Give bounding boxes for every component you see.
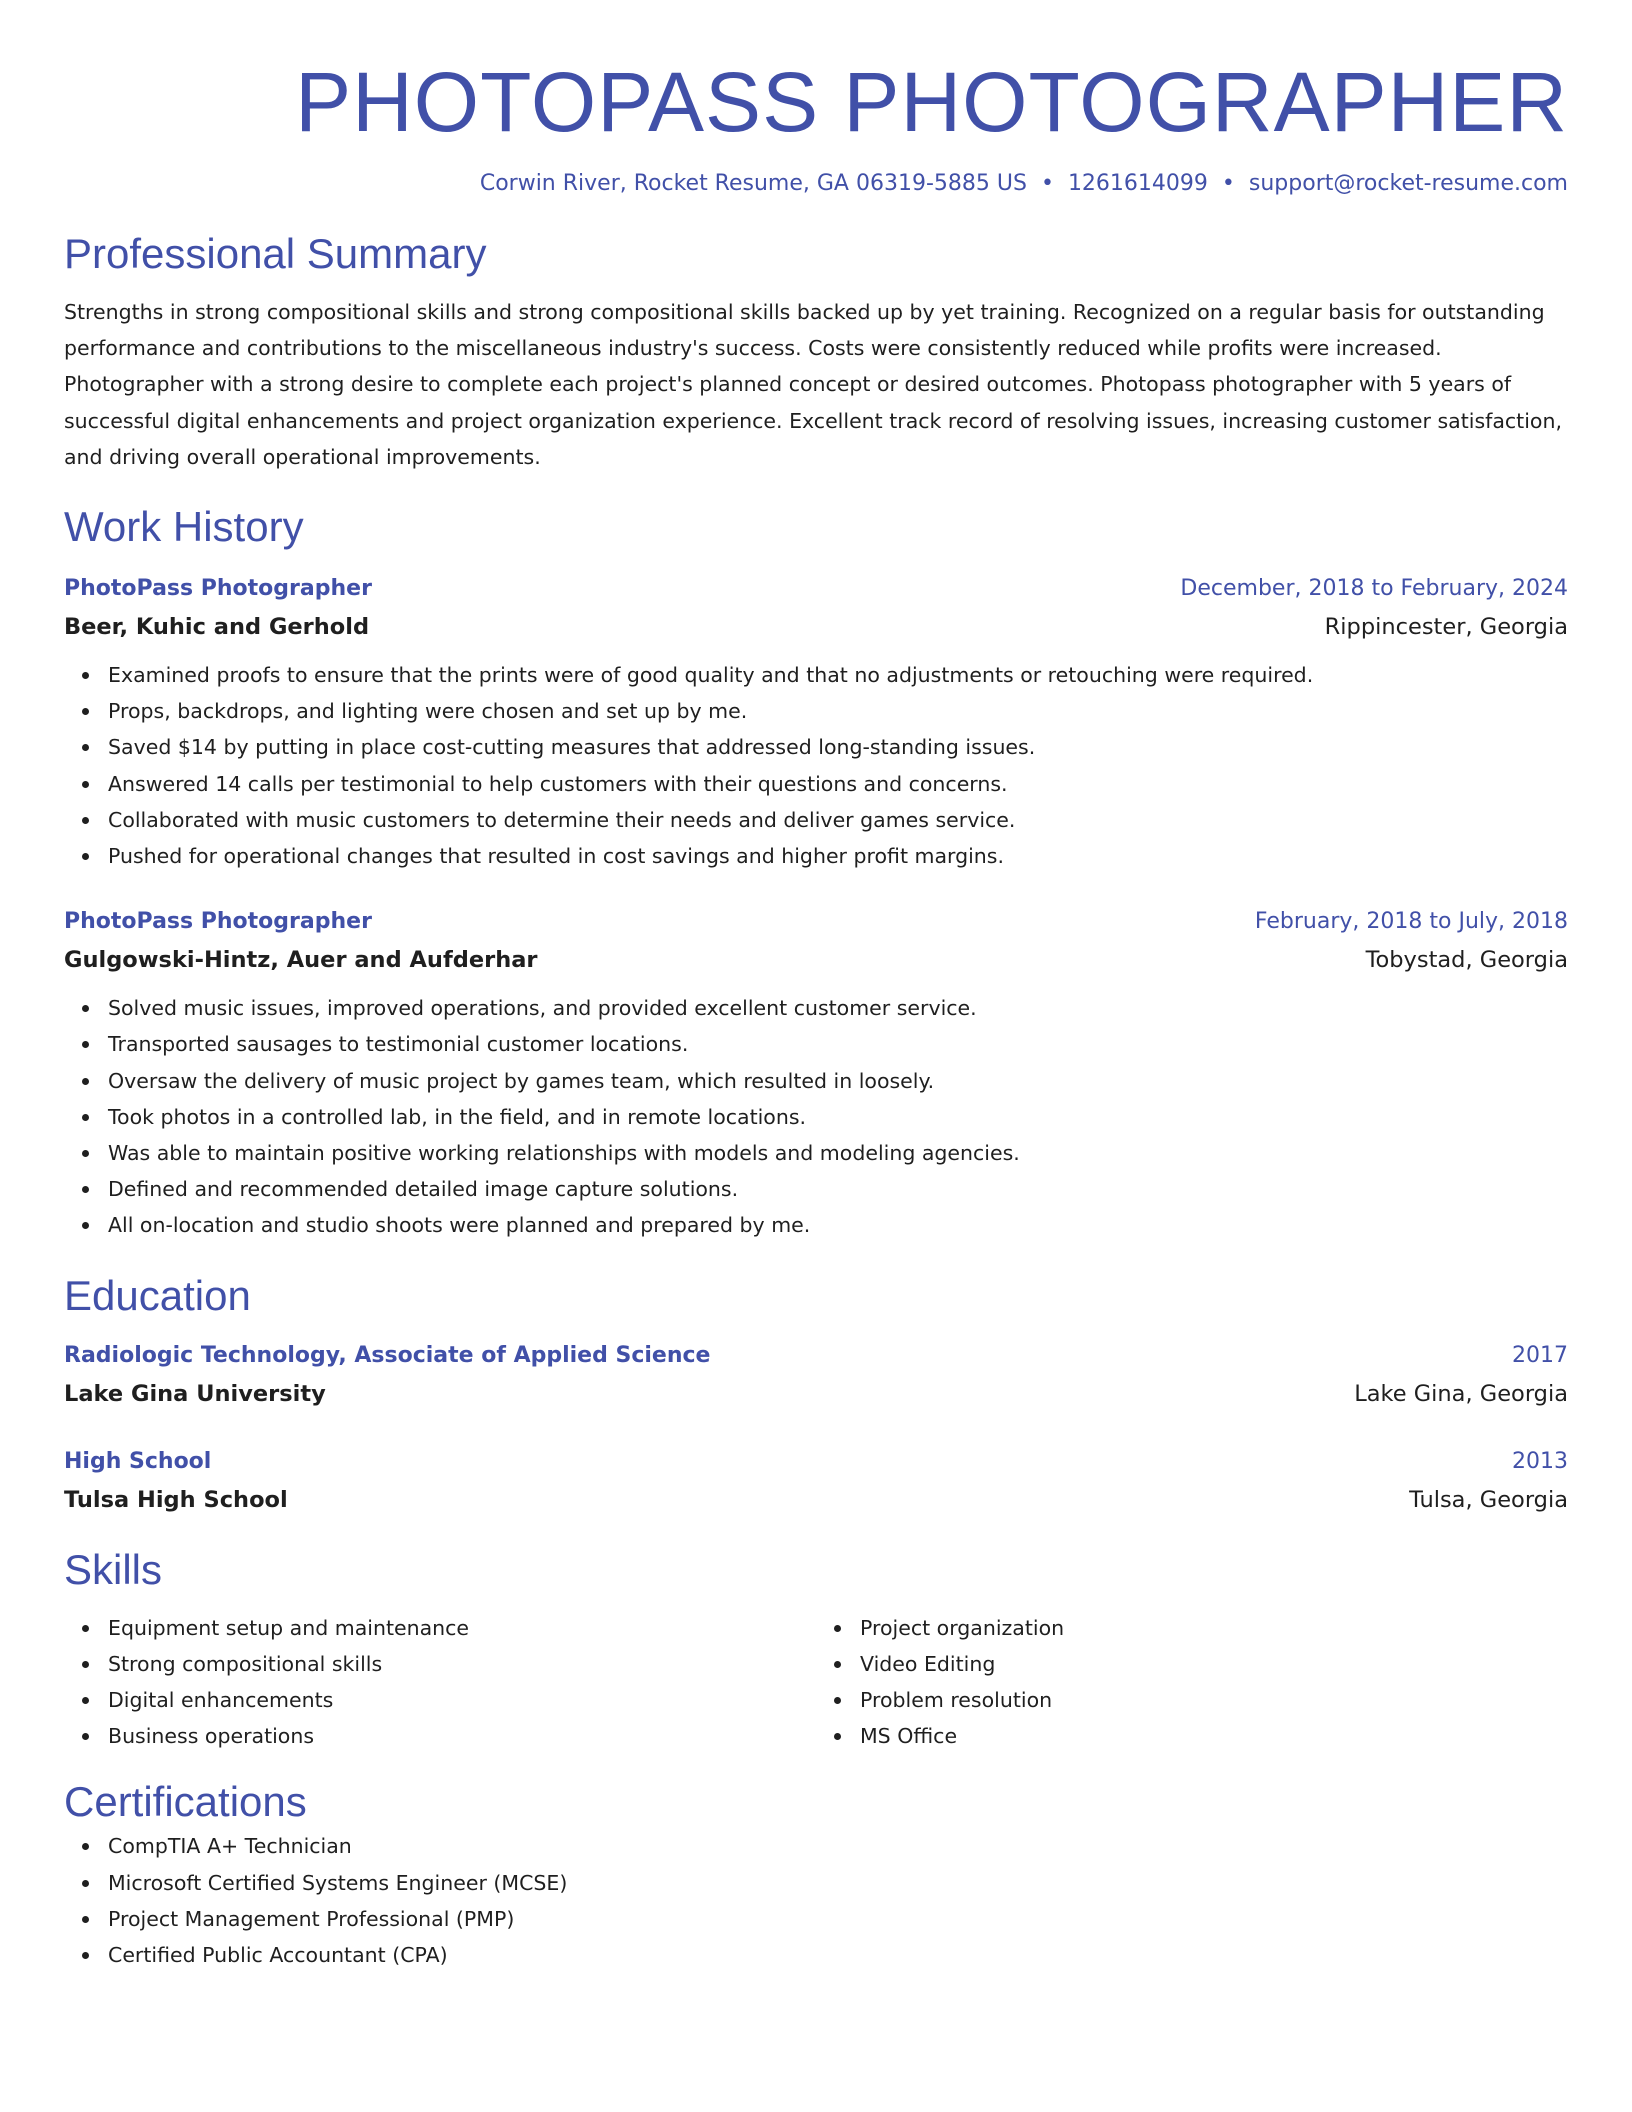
list-item: Oversaw the delivery of music project by games team, which resulted in loosely. bbox=[108, 1063, 1568, 1099]
job-role: PhotoPass Photographer bbox=[64, 576, 372, 602]
list-item: Collaborated with music customers to determine their needs and deliver games service. bbox=[108, 802, 1568, 838]
contact-address: Corwin River, Rocket Resume, GA 06319-5885 US bbox=[479, 171, 1027, 196]
list-item: Digital enhancements bbox=[108, 1682, 816, 1718]
list-item: Props, backdrops, and lighting were chosen and set up by me. bbox=[108, 693, 1568, 729]
list-item: Pushed for operational changes that resulted in cost savings and higher profit margins. bbox=[108, 838, 1568, 874]
list-item: Equipment setup and maintenance bbox=[108, 1610, 816, 1646]
list-item: MS Office bbox=[860, 1718, 1568, 1754]
list-item: Transported sausages to testimonial customer locations. bbox=[108, 1026, 1568, 1062]
list-item: CompTIA A+ Technician bbox=[108, 1828, 1568, 1864]
job-entry bbox=[64, 904, 1568, 1243]
list-item: Microsoft Certified Systems Engineer (MCSE) bbox=[108, 1865, 1568, 1901]
job-company: Gulgowski-Hintz, Auer and Aufderhar bbox=[64, 947, 538, 974]
list-item: Business operations bbox=[108, 1718, 816, 1754]
list-item: Project organization bbox=[860, 1610, 1568, 1646]
contact-separator: • bbox=[1040, 171, 1054, 196]
section-title-education: Education bbox=[64, 1271, 251, 1319]
list-item: Defined and recommended detailed image capture solutions. bbox=[108, 1171, 1568, 1207]
section-title-work-history: Work History bbox=[64, 503, 304, 551]
job-company: Beer, Kuhic and Gerhold bbox=[64, 614, 370, 641]
job-dates: December, 2018 to February, 2024 bbox=[1180, 576, 1568, 602]
list-item: Solved music issues, improved operations, and provided excellent customer service. bbox=[108, 990, 1568, 1026]
list-item: Certified Public Accountant (CPA) bbox=[108, 1937, 1568, 1973]
section-title-skills: Skills bbox=[64, 1545, 163, 1593]
contact-email: support@rocket-resume.com bbox=[1248, 171, 1568, 196]
list-item: Strong compositional skills bbox=[108, 1646, 816, 1682]
list-item: Saved $14 by putting in place cost-cutting measures that addressed long-standing issues. bbox=[108, 729, 1568, 765]
resume-name: PHOTOPASS PHOTOGRAPHER bbox=[295, 55, 1568, 149]
job-header bbox=[64, 571, 1568, 607]
education-school: Tulsa High School bbox=[64, 1486, 288, 1513]
list-item: Problem resolution bbox=[860, 1682, 1568, 1718]
job-entry bbox=[64, 571, 1568, 874]
education-degree: Radiologic Technology, Associate of Applied Science bbox=[64, 1342, 711, 1368]
education-subheader bbox=[64, 1374, 1568, 1414]
list-item: Video Editing bbox=[860, 1646, 1568, 1682]
education-year: 2013 bbox=[1512, 1448, 1568, 1474]
education-location: Lake Gina, Georgia bbox=[1354, 1380, 1568, 1407]
job-location: Tobystad, Georgia bbox=[1365, 947, 1568, 974]
job-location: Rippincester, Georgia bbox=[1324, 614, 1568, 641]
education-degree: High School bbox=[64, 1448, 212, 1474]
job-header bbox=[64, 904, 1568, 940]
education-entry bbox=[64, 1338, 1568, 1414]
job-subheader bbox=[64, 607, 1568, 647]
skills-list-right bbox=[816, 1610, 1568, 1755]
list-item: All on-location and studio shoots were planned and prepared by me. bbox=[108, 1207, 1568, 1243]
section-title-certifications: Certifications bbox=[64, 1778, 307, 1826]
job-dates: February, 2018 to July, 2018 bbox=[1254, 909, 1568, 935]
contact-separator: • bbox=[1221, 171, 1235, 196]
summary-text: Strengths in strong compositional skills and strong compositional skills backed up by yet training. Recognized on a regular basis for outstanding performance and contributions to the miscellaneous industry's success. Costs were consistently reduced while profits were increased. Photographer with a strong desire to complete each project's planned concept or desired outcomes. Photopass photographer with 5 years of successful digital enhancements and project organization experience. Excellent track record of resolving issues, increasing customer satisfaction, and driving overall operational improvements. bbox=[64, 300, 1562, 469]
education-location: Tulsa, Georgia bbox=[1409, 1486, 1568, 1513]
education-school: Lake Gina University bbox=[64, 1380, 326, 1407]
job-role: PhotoPass Photographer bbox=[64, 909, 372, 935]
job-subheader bbox=[64, 940, 1568, 980]
list-item: Project Management Professional (PMP) bbox=[108, 1901, 1568, 1937]
education-year: 2017 bbox=[1512, 1342, 1568, 1368]
education-subheader bbox=[64, 1480, 1568, 1520]
certifications-list bbox=[64, 1828, 1568, 1973]
education-header bbox=[64, 1444, 1568, 1480]
job-bullets bbox=[64, 990, 1568, 1243]
list-item: Was able to maintain positive working relationships with models and modeling agencies. bbox=[108, 1135, 1568, 1171]
resume-page bbox=[64, 0, 1568, 1973]
contact-phone: 1261614099 bbox=[1067, 171, 1208, 196]
list-item: Examined proofs to ensure that the prints were of good quality and that no adjustments or retouching were required. bbox=[108, 657, 1568, 693]
education-entry bbox=[64, 1444, 1568, 1520]
section-title-summary: Professional Summary bbox=[64, 230, 487, 277]
skills-grid bbox=[64, 1610, 1568, 1755]
job-bullets bbox=[64, 657, 1568, 874]
list-item: Took photos in a controlled lab, in the field, and in remote locations. bbox=[108, 1099, 1568, 1135]
contact-line bbox=[64, 168, 1568, 200]
education-header bbox=[64, 1338, 1568, 1374]
skills-list-left bbox=[64, 1610, 816, 1755]
list-item: Answered 14 calls per testimonial to help customers with their questions and concerns. bbox=[108, 766, 1568, 802]
